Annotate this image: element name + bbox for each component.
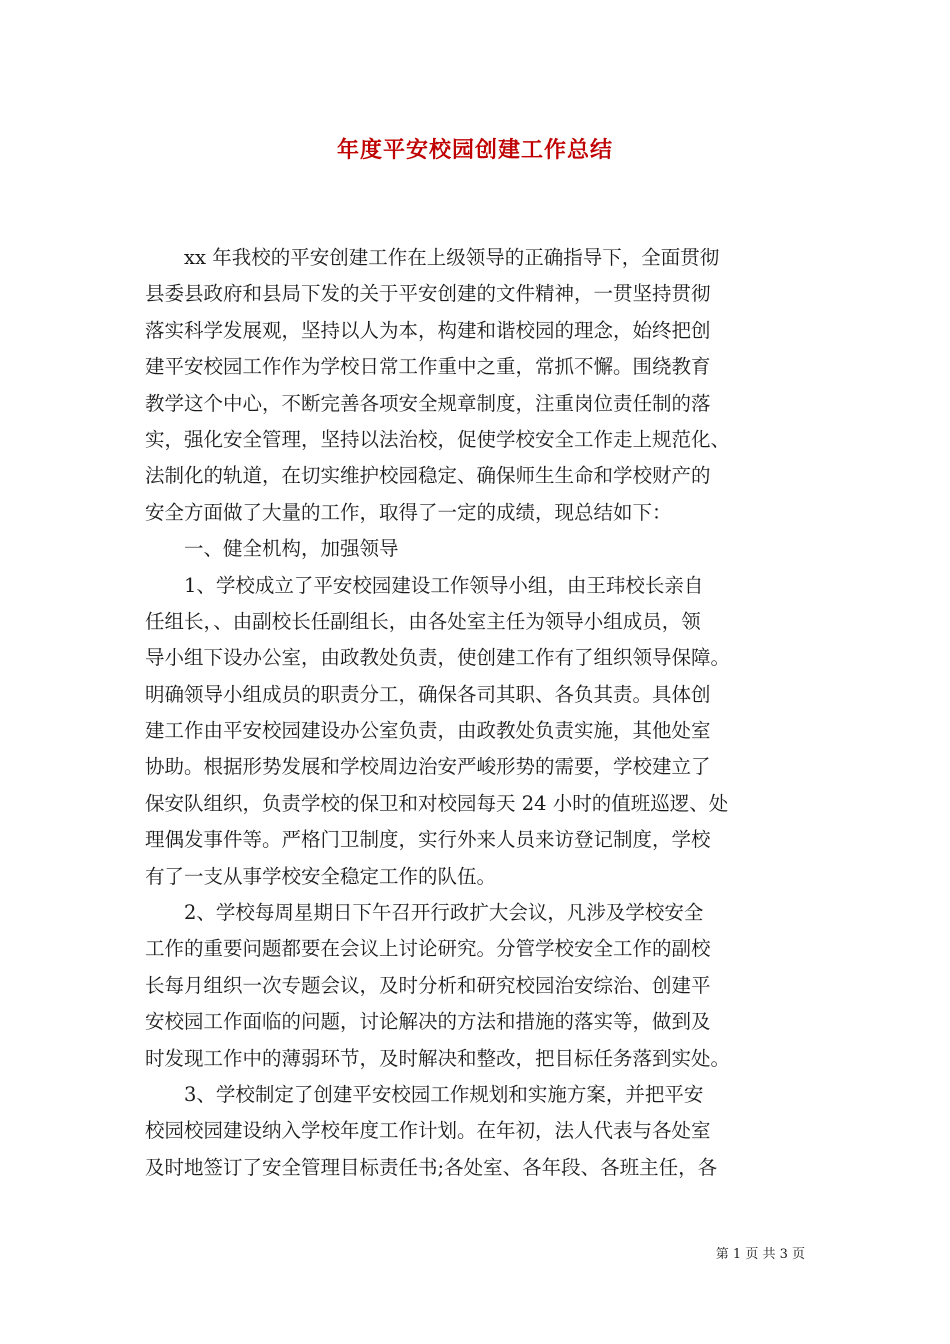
text-line: xx 年我校的平安创建工作在上级领导的正确指导下，全面贯彻 [184, 246, 720, 269]
text-line: 及时地签订了安全管理目标责任书;各处室、各年段、各班主任，各 [145, 1155, 718, 1179]
text-line: 建平安校园工作作为学校日常工作重中之重，常抓不懈。围绕教育 [145, 355, 711, 379]
text-line: 落实科学发展观，坚持以人为本，构建和谐校园的理念，始终把创 [145, 318, 711, 342]
text-line: 建工作由平安校园建设办公室负责，由政教处负责实施，其他处室 [145, 719, 711, 743]
text-line: 理偶发事件等。严格门卫制度，实行外来人员来访登记制度，学校 [145, 828, 711, 852]
text-line: 教学这个中心，不断完善各项安全规章制度，注重岗位责任制的落 [145, 391, 711, 415]
text-line: 保安队组织，负责学校的保卫和对校园每天 24 小时的值班巡逻、处 [145, 791, 729, 815]
text-line: 任组长，、由副校长任副组长，由各处室主任为领导小组成员，领 [145, 609, 701, 633]
text-line: 协助。根据形势发展和学校周边治安严峻形势的需要，学校建立了 [145, 755, 711, 779]
text-line: 法制化的轨道，在切实维护校园稳定、确保师生生命和学校财产的 [145, 464, 711, 488]
text-line: 校园校园建设纳入学校年度工作计划。在年初，法人代表与各处室 [145, 1119, 711, 1143]
text-line: 县委县政府和县局下发的关于平安创建的文件精神，一贯坚持贯彻 [145, 282, 711, 306]
text-line: 实，强化安全管理，坚持以法治校，促使学校安全工作走上规范化、 [145, 427, 731, 451]
paragraph-item-2 [145, 895, 810, 1077]
text-line: 一、健全机构，加强领导 [184, 537, 399, 561]
text-line: 工作的重要问题都要在会议上讨论研究。分管学校安全工作的副校 [145, 937, 711, 961]
document-body [145, 240, 810, 1186]
text-line: 导小组下设办公室，由政教处负责，使创建工作有了组织领导保障。 [145, 646, 731, 670]
page-number: 第 1 页 共 3 页 [715, 1247, 805, 1262]
text-line: 有了一支从事学校安全稳定工作的队伍。 [145, 864, 497, 888]
text-line: 2、学校每周星期日下午召开行政扩大会议，凡涉及学校安全 [184, 901, 704, 925]
text-line: 安全方面做了大量的工作，取得了一定的成绩，现总结如下： [145, 500, 672, 524]
text-line: 3、学校制定了创建平安校园工作规划和实施方案，并把平安 [184, 1082, 704, 1106]
section-heading [145, 531, 810, 567]
paragraph-item-3 [145, 1077, 810, 1186]
text-line: 安校园工作面临的问题，讨论解决的方法和措施的落实等，做到及 [145, 1010, 711, 1034]
text-line: 时发现工作中的薄弱环节，及时解决和整改，把目标任务落到实处。 [145, 1046, 731, 1070]
text-line: 明确领导小组成员的职责分工，确保各司其职、各负其责。具体创 [145, 682, 711, 706]
paragraph-intro [145, 240, 810, 531]
text-line: 长每月组织一次专题会议，及时分析和研究校园治安综治、创建平 [145, 973, 711, 997]
document-title: 年度平安校园创建工作总结 [336, 137, 613, 163]
text-line: 1、学校成立了平安校园建设工作领导小组，由王玮校长亲自 [184, 573, 704, 597]
paragraph-item-1 [145, 568, 810, 896]
